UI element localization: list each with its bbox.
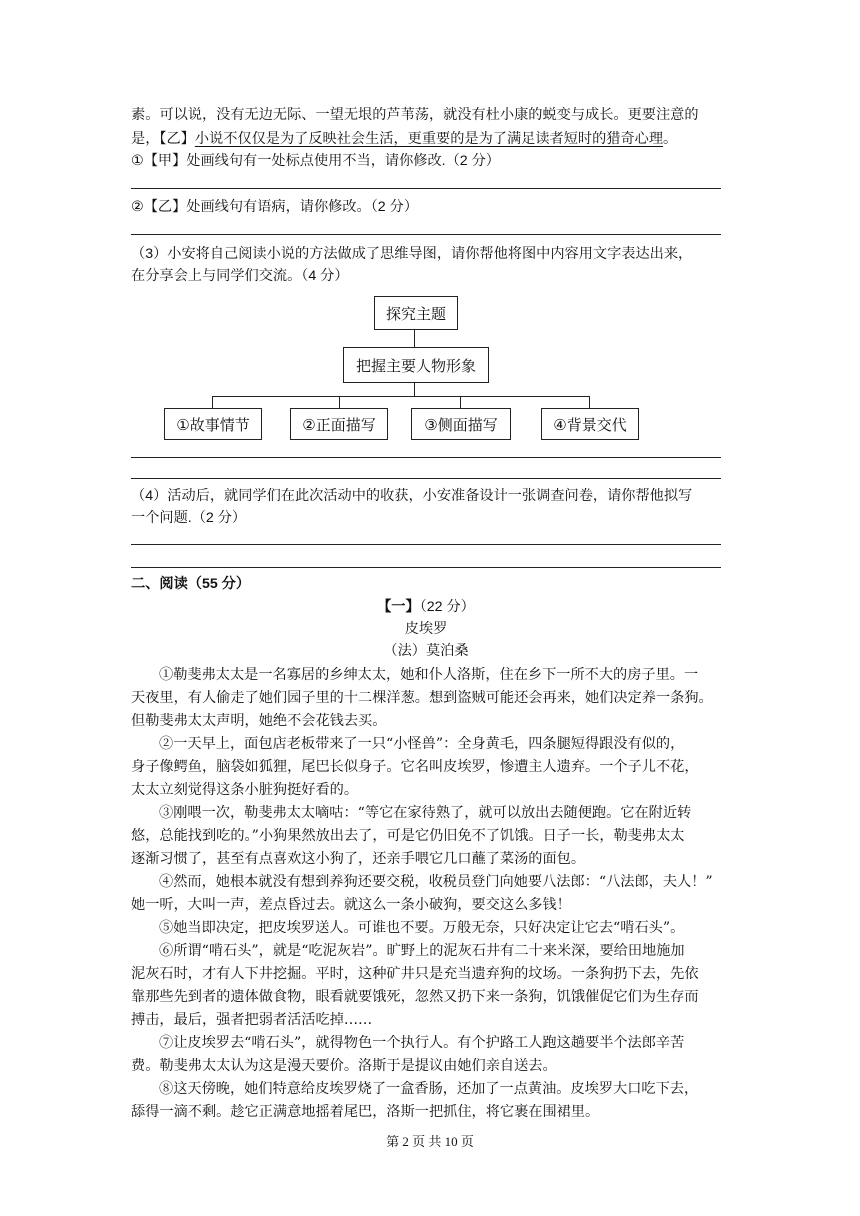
part-label: 【一】 (377, 599, 420, 615)
connector (414, 329, 415, 347)
paragraph-line: 逐渐习惯了，甚至有点喜欢这小狗了，还亲手喂它几口蘸了菜汤的面包。 (131, 851, 586, 867)
answer-line[interactable] (131, 457, 721, 458)
answer-line[interactable] (131, 188, 721, 189)
connector (589, 396, 590, 408)
connector (339, 396, 340, 408)
mindmap-leaf-1: ①故事情节 (164, 408, 262, 440)
question-4-line-1: （4）活动后，就同学们在此次活动中的收获，小安准备设计一张调查问卷，请你帮他拟写 (131, 488, 693, 504)
part-score: （22 分） (419, 599, 475, 615)
paragraph-line: 但勒斐弗太太声明，她绝不会花钱去买。 (131, 713, 387, 729)
paragraph-line: 天夜里，有人偷走了她们园子里的十二棵洋葱。想到盗贼可能还会再来，她们决定养一条狗。 (131, 690, 713, 706)
connector (460, 396, 461, 408)
continuation-prefix: 是，【乙】 (131, 131, 195, 147)
mindmap-leaf-2: ②正面描写 (290, 408, 388, 440)
paragraph-line: ⑥所谓“啃石头”，就是“吃泥灰岩”。旷野上的泥灰石井有二十来米深，要给田地施加 (159, 943, 685, 959)
answer-line[interactable] (131, 544, 721, 545)
continuation-line-1: 素。可以说，没有无边无际、一望无垠的芦苇荡，就没有杜小康的蜕变与成长。更要注意的 (131, 107, 699, 123)
connector (414, 382, 415, 396)
paragraph-line: 靠那些先到者的遗体做食物，眼看就要饿死，忽然又扔下来一条狗，饥饿催促它们为生存而 (131, 989, 699, 1005)
answer-line[interactable] (131, 234, 721, 235)
mindmap-leaf-3: ③侧面描写 (411, 408, 511, 440)
paragraph-line: 太太立刻觉得这条小脏狗挺好看的。 (131, 782, 359, 798)
question-3-line-1: （3）小安将自己阅读小说的方法做成了思维导图，请你帮他将图中内容用文字表达出来， (131, 246, 693, 262)
paragraph-line: ①勒斐弗太太是一名寡居的乡绅太太，她和仆人洛斯，住在乡下一所不大的房子里。一 (159, 667, 699, 683)
story-title: 皮埃罗 (404, 621, 448, 637)
paragraph-line: ⑧这天傍晚，她们特意给皮埃罗烧了一盒香肠，还加了一点黄油。皮埃罗大口吃下去， (159, 1081, 699, 1097)
question-3-line-2: 在分享会上与同学们交流。（4 分） (131, 268, 349, 284)
question-4-line-2: 一个问题.（2 分） (131, 510, 247, 526)
paragraph-line: ②一天早上，面包店老板带来了一只“小怪兽”：全身黄毛，四条腿短得跟没有似的， (159, 736, 685, 752)
paragraph-line: 舔得一滴不剩。趁它正满意地摇着尾巴，洛斯一把抓住，将它裹在围裙里。 (131, 1104, 600, 1120)
mindmap-root: 探究主题 (374, 296, 458, 330)
connector (212, 396, 213, 408)
section-heading: 二、阅读（55 分） (131, 576, 251, 592)
underlined-sentence-yi: 小说不仅仅是为了反映社会生活，更重要的是为了满足读者短时的猎奇心理 (194, 131, 664, 147)
connector-horizontal (212, 396, 590, 397)
question-1-prompt: ①【甲】处画线句有一处标点使用不当，请你修改.（2 分） (131, 153, 500, 169)
paragraph-line: 身子像鳄鱼，脑袋如狐狸，尾巴长似身子。它名叫皮埃罗，惨遭主人遗弃。一个子儿不花， (131, 759, 699, 775)
paragraph-line: 费。勒斐弗太太认为这是漫天要价。洛斯于是提议由她们亲自送去。 (131, 1058, 557, 1074)
mindmap-middle: 把握主要人物形象 (343, 347, 489, 383)
paragraph-line: ③刚喂一次，勒斐弗太太嘀咕：“等它在家待熟了，就可以放出去随便跑。它在附近转 (159, 805, 692, 821)
part-heading (131, 596, 721, 618)
question-2-prompt: ②【乙】处画线句有语病，请你修改。（2 分） (131, 199, 419, 215)
paragraph-line: 泥灰石时，才有人下井挖掘。平时，这种矿井只是充当遗弃狗的坟场。一条狗扔下去，先依 (131, 966, 699, 982)
paragraph-line: ⑤她当即决定，把皮埃罗送人。可谁也不要。万般无奈，只好决定让它去“啃石头”。 (159, 920, 685, 936)
paragraph-line: 搏击，最后，强者把弱者活活吃掉…… (131, 1012, 373, 1028)
paragraph-line: ④然而，她根本就没有想到养狗还要交税，收税员登门向她要八法郎：“八法郎，夫人！” (159, 874, 713, 890)
paragraph-line: 她一听，大叫一声，差点昏过去。就这么一条小破狗，要交这么多钱！ (131, 897, 571, 913)
page-footer: 第 2 页 共 10 页 (386, 1134, 474, 1149)
continuation-line-2 (131, 128, 721, 150)
answer-line[interactable] (131, 478, 721, 479)
paragraph-line: ⑦让皮埃罗去“啃石头”，就得物色一个执行人。有个护路工人跑这趟要半个法郎辛苦 (159, 1035, 685, 1051)
mindmap-leaf-4: ④背景交代 (541, 408, 639, 440)
continuation-suffix: 。 (663, 131, 678, 147)
story-author: （法）莫泊桑 (383, 643, 469, 659)
answer-line[interactable] (131, 567, 721, 568)
paragraph-line: 悠，总能找到吃的。”小狗果然放出去了，可是它仍旧免不了饥饿。日子一长，勒斐弗太太 (131, 828, 685, 844)
